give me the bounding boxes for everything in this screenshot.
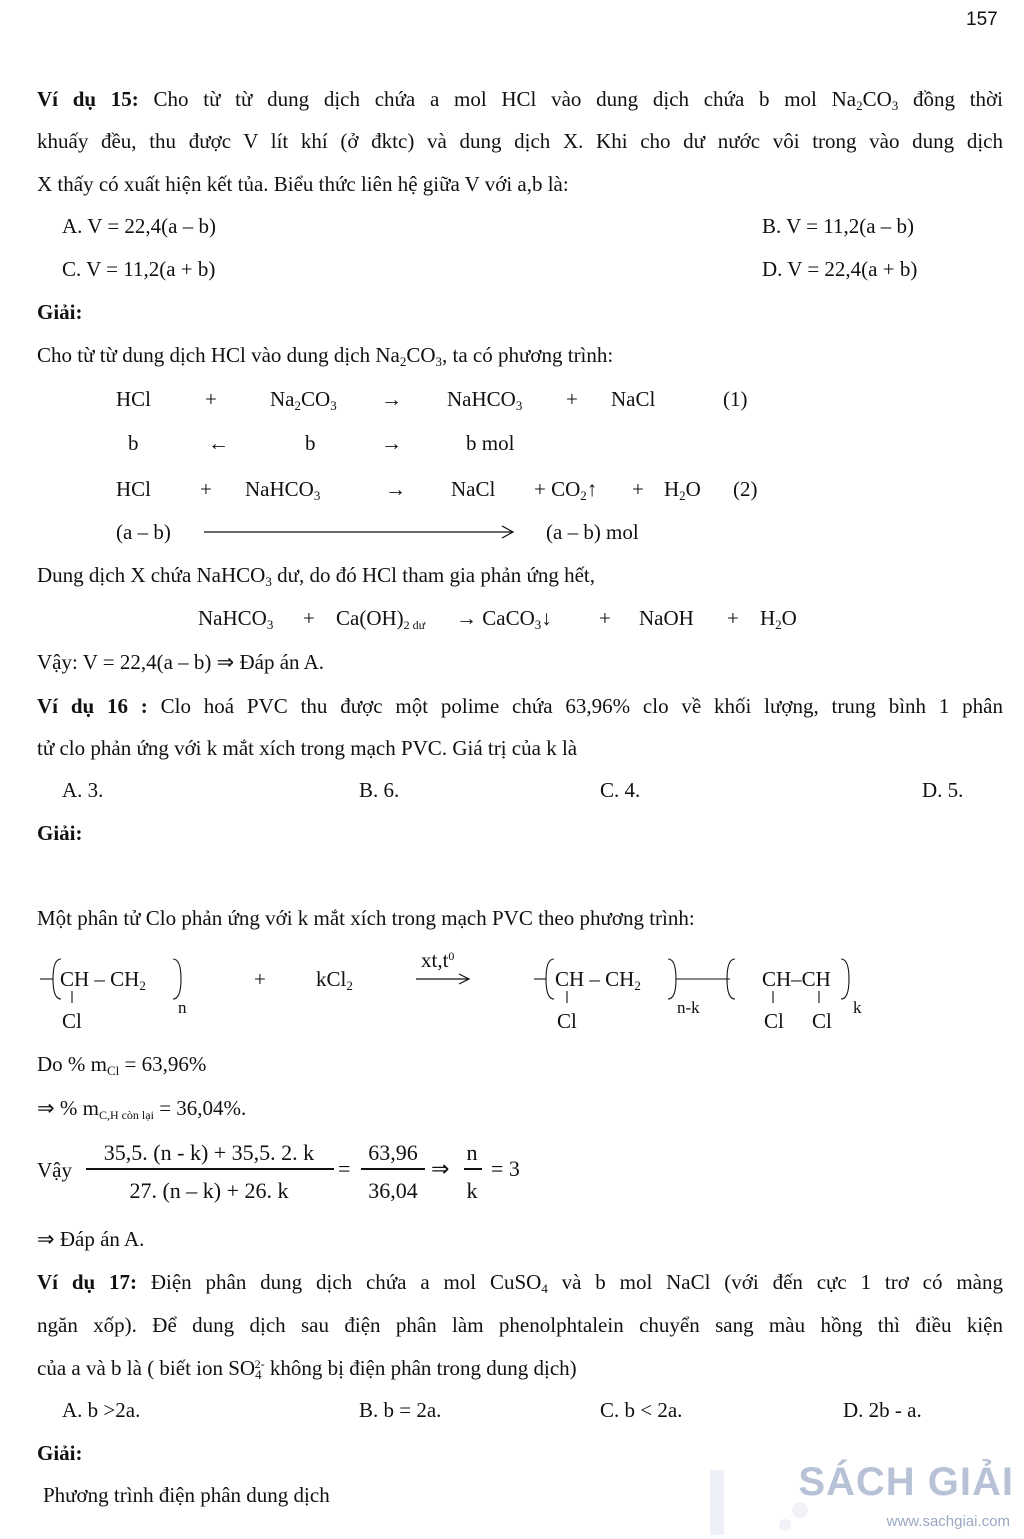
poly-left-n: n — [178, 998, 187, 1017]
eq2-nacl: NaCl — [451, 477, 496, 501]
eq3-h2o: $H_2O$ — [760, 606, 797, 632]
eq2-arrow: → — [385, 477, 406, 501]
ex16-option-a: A. 3. — [62, 778, 104, 802]
polymer-brackets — [40, 955, 880, 1035]
eq1-mol-bmol: b mol — [466, 431, 515, 455]
eq3-caco3: → CaCO$_3$↓ — [456, 606, 552, 632]
eq3-plus: + — [303, 606, 315, 630]
eq2-mol-left: (a – b) — [116, 520, 171, 544]
ex15-solution-heading: Giải: — [37, 300, 83, 324]
eq1-nacl: NaCl — [611, 387, 656, 411]
eq3-nahco3: NaHCO$_3$ — [198, 606, 274, 632]
eq2-mol-right: (a – b) mol — [546, 520, 639, 544]
ex16-option-c: C. 4. — [600, 778, 641, 802]
ex16-line1: Ví dụ 16 : Clo hoá PVC thu được một polime chứa 63,96% clo về khối lượng, trung bình 1 phân — [37, 694, 1003, 718]
fraction2-denominator: 36,04 — [368, 1178, 418, 1203]
vay-label: Vậy — [37, 1158, 72, 1182]
watermark-url: www.sachgiai.com — [886, 1513, 1010, 1530]
ex16-option-d: D. 5. — [922, 778, 964, 802]
poly-right-chain: CH – $CH_2$ — [555, 967, 641, 993]
fraction1-denominator: 27. (n – k) + 26. k — [129, 1178, 289, 1203]
eq1-hcl: HCl — [116, 387, 152, 411]
poly-cl-a: Cl — [764, 1009, 784, 1033]
eq3-caoh2: $Ca(OH)_{2 dư}$ — [336, 606, 426, 632]
fraction2-numerator: 63,96 — [368, 1140, 418, 1165]
ex15-option-b: B. V = 11,2(a – b) — [762, 214, 915, 238]
reaction-arrow-icon — [416, 972, 472, 986]
poly-k: k — [853, 998, 862, 1017]
ex15-option-d: D. V = 22,4(a + b) — [762, 257, 918, 281]
fraction3-denominator: k — [466, 1178, 478, 1203]
eq3-plus2: + — [599, 606, 611, 630]
ex17-option-a: A. b >2a. — [62, 1398, 141, 1422]
ex17-line2: ngăn xốp). Để dung dịch sau điện phân làm phenolphtalein chuyển sang màu hồng thì điều kiện — [37, 1313, 1003, 1337]
eq3-naoh: NaOH — [639, 606, 694, 630]
ex16-answer: ⇒ Đáp án A. — [37, 1227, 145, 1251]
ex17-line1: Ví dụ 17: Điện phân dung dịch chứa a mol CuSO$_4$ và b mol NaCl (với đến cực 1 trơ có màng — [37, 1270, 1003, 1296]
ex16-label: Ví dụ 16 : — [37, 694, 148, 718]
ex17-label: Ví dụ 17: — [37, 1270, 138, 1294]
eq1-arrow: → — [381, 387, 402, 411]
poly-condition: $xt,t^0$ — [421, 948, 455, 972]
ex16-mass-cl: Do % $m_{Cl} = 63,96\%$ — [37, 1052, 207, 1078]
ex15-option-c: C. V = 11,2(a + b) — [62, 257, 216, 281]
poly-left-chain: CH – $CH_2$ — [60, 967, 146, 993]
eq1-plus2: + — [566, 387, 578, 411]
fraction1-numerator: 35,5. (n - k) + 35,5. 2. k — [103, 1140, 315, 1165]
fraction3-numerator: n — [466, 1140, 478, 1165]
poly-kcl2: kCl$_2$ — [316, 967, 353, 993]
fraction3-bar — [464, 1168, 482, 1170]
ex17-solution-heading: Giải: — [37, 1441, 83, 1465]
eq1-nahco3: NaHCO$_3$ — [447, 387, 523, 413]
fraction1-bar — [86, 1168, 334, 1170]
implies-sign: ⇒ — [431, 1156, 450, 1181]
ex16-line2: tử clo phản ứng với k mắt xích trong mạch PVC. Giá trị của k là — [37, 736, 578, 760]
eq2-plus3: + — [632, 477, 644, 501]
ex16-mass-ch: ⇒ % $m_{C,H còn lại} = 36,04\%$. — [37, 1096, 247, 1122]
result-value: = 3 — [491, 1156, 520, 1181]
eq2-nahco3: NaHCO$_3$ — [245, 477, 321, 503]
page-number: 157 — [966, 9, 998, 30]
fraction2-bar — [361, 1168, 425, 1170]
eq1-mol-larrow: ← — [208, 431, 229, 455]
ex15-solution-line2: Dung dịch X chứa NaHCO$_3$ dư, do đó HCl tham gia phản ứng hết, — [37, 563, 595, 589]
eq2-plus: + — [200, 477, 212, 501]
eq1-number: (1) — [723, 387, 748, 411]
eq3-plus3: + — [727, 606, 739, 630]
ex17-option-d: D. 2b - a. — [843, 1398, 922, 1422]
ex16-option-b: B. 6. — [359, 778, 400, 802]
ex15-solution-line1: Cho từ từ dung dịch HCl vào dung dịch $Na_2CO_3$, ta có phương trình: — [37, 343, 614, 369]
poly-right-nk: n-k — [677, 998, 700, 1017]
ex15-line1: Ví dụ 15: Cho từ từ dung dịch chứa a mol HCl vào dung dịch chứa b mol $Na_2CO_3$ đồng thời — [37, 87, 1003, 113]
poly-plus: + — [254, 967, 266, 991]
poly-left-cl: Cl — [62, 1009, 82, 1033]
ex16-solution-heading: Giải: — [37, 821, 83, 845]
ex15-answer: Vậy: V = 22,4(a – b) ⇒ Đáp án A. — [37, 650, 325, 674]
ex17-line3: của a và b là ( biết ion $SO_4^{2-}$ không bị điện phân trong dung dịch) — [37, 1356, 577, 1382]
eq1-mol-b: b — [128, 431, 139, 455]
ex17-option-b: B. b = 2a. — [359, 1398, 442, 1422]
ex15-line2: khuấy đều, thu được V lít khí (ở đktc) và dung dịch X. Khi cho dư nước vôi trong vào dung dịch — [37, 129, 1003, 153]
poly-right-cl: Cl — [557, 1009, 577, 1033]
eq1-plus: + — [205, 387, 217, 411]
eq2-hcl: HCl — [116, 477, 152, 501]
eq1-mol-b2: b — [305, 431, 316, 455]
ex16-solution-line1: Một phân tử Clo phản ứng với k mắt xích trong mạch PVC theo phương trình: — [37, 906, 695, 930]
watermark-logo: SÁCH GIẢI — [798, 1460, 1014, 1504]
equals-sign: = — [338, 1156, 351, 1181]
poly-chch: CH–CH — [762, 967, 831, 991]
ex17-solution-line1: Phương trình điện phân dung dịch — [43, 1483, 330, 1507]
ex15-option-a: A. V = 22,4(a – b) — [62, 214, 216, 238]
eq2-co2: + $CO_2↑$ — [534, 477, 598, 503]
ex15-label: Ví dụ 15: — [37, 87, 139, 111]
ex15-line3: X thấy có xuất hiện kết tủa. Biểu thức liên hệ giữa V với a,b là: — [37, 172, 569, 196]
eq1-mol-rarrow: → — [381, 431, 402, 455]
eq2-h2o: $H_2O$ — [664, 477, 701, 503]
eq2-number: (2) — [733, 477, 758, 501]
eq1-na2co3: $Na_2CO_3$ — [270, 387, 337, 413]
ex17-option-c: C. b < 2a. — [600, 1398, 683, 1422]
poly-cl-b: Cl — [812, 1009, 832, 1033]
long-arrow-icon — [204, 524, 516, 540]
